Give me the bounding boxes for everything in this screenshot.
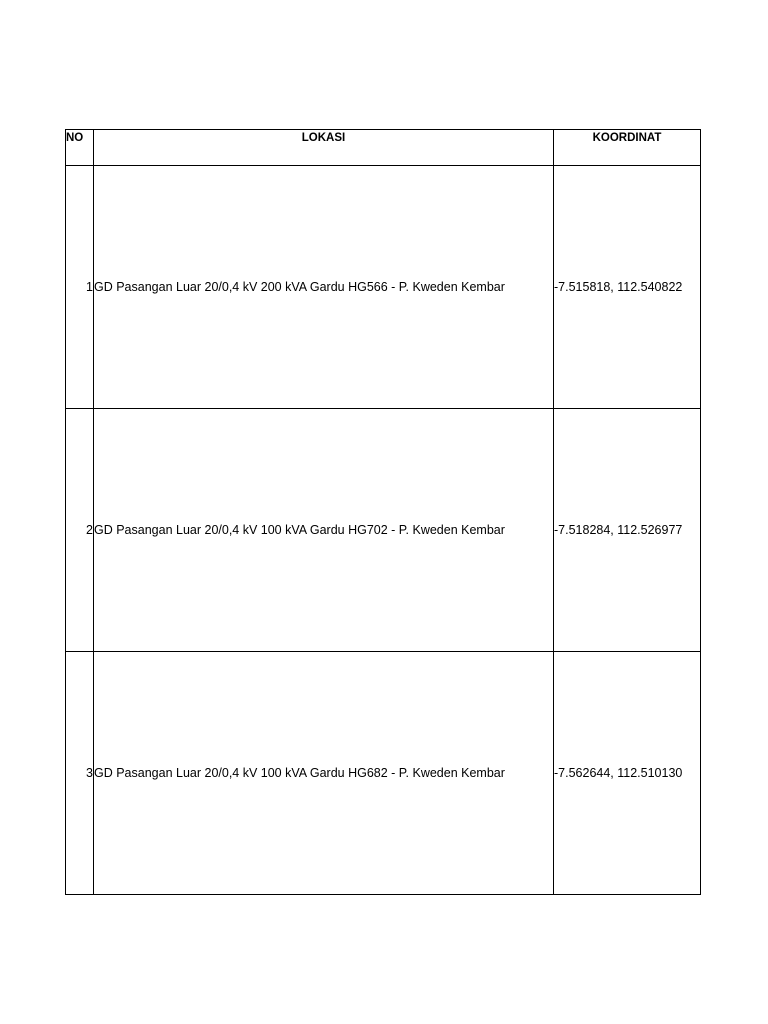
table-row <box>66 652 701 895</box>
location-table <box>65 129 701 895</box>
header-lokasi: LOKASI <box>94 130 554 166</box>
header-koordinat: KOORDINAT <box>554 130 701 166</box>
cell-koordinat: -7.562644, 112.510130 <box>554 652 701 895</box>
table-row <box>66 166 701 409</box>
cell-koordinat: -7.518284, 112.526977 <box>554 409 701 652</box>
cell-lokasi: GD Pasangan Luar 20/0,4 kV 100 kVA Gardu HG702 - P. Kweden Kembar <box>94 409 554 652</box>
cell-lokasi: GD Pasangan Luar 20/0,4 kV 200 kVA Gardu HG566 - P. Kweden Kembar <box>94 166 554 409</box>
table-header-row <box>66 130 701 166</box>
cell-lokasi: GD Pasangan Luar 20/0,4 kV 100 kVA Gardu HG682 - P. Kweden Kembar <box>94 652 554 895</box>
header-no: NO <box>66 130 94 166</box>
cell-koordinat: -7.515818, 112.540822 <box>554 166 701 409</box>
cell-no: 3 <box>66 652 94 895</box>
cell-no: 2 <box>66 409 94 652</box>
cell-no: 1 <box>66 166 94 409</box>
table-row <box>66 409 701 652</box>
